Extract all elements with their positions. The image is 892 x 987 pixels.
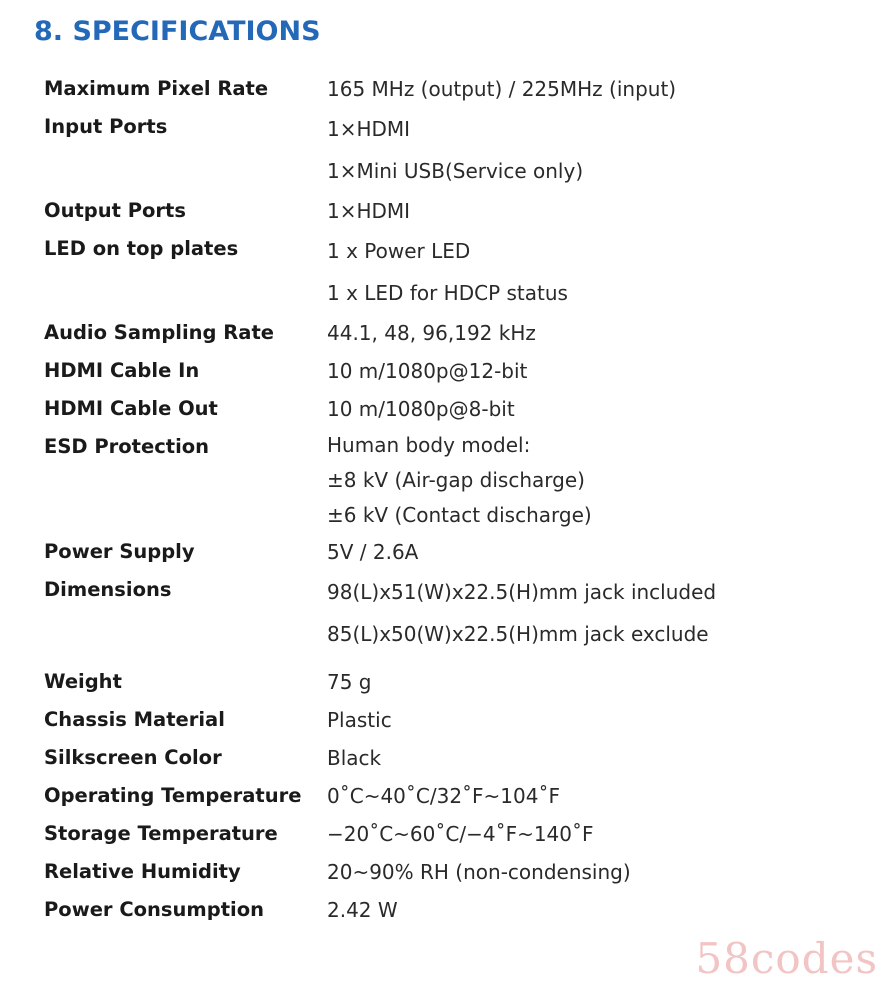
spec-row-silkscreen-color bbox=[44, 739, 864, 777]
spec-label: Silkscreen Color bbox=[44, 746, 222, 769]
spec-label: Weight bbox=[44, 670, 122, 693]
spec-row-weight bbox=[44, 663, 864, 701]
spec-values bbox=[327, 701, 864, 739]
spec-value: 165 MHz (output) / 225MHz (input) bbox=[327, 77, 677, 101]
spec-row-storage-temperature bbox=[44, 815, 864, 853]
spec-label: HDMI Cable In bbox=[44, 359, 200, 382]
spec-value: 1×Mini USB(Service only) bbox=[327, 159, 584, 183]
spec-label: Power Supply bbox=[44, 540, 195, 563]
spec-values bbox=[327, 70, 864, 108]
spec-label: Storage Temperature bbox=[44, 822, 278, 845]
spec-row-hdmi-cable-in bbox=[44, 352, 864, 390]
spec-row-operating-temperature bbox=[44, 777, 864, 815]
spec-values bbox=[327, 739, 864, 777]
spec-values bbox=[327, 108, 864, 192]
spec-row-input-ports bbox=[44, 108, 864, 192]
spec-values bbox=[327, 533, 864, 571]
spec-label: Relative Humidity bbox=[44, 860, 241, 883]
spec-values bbox=[327, 230, 864, 314]
spec-row-chassis-material bbox=[44, 701, 864, 739]
spec-label: Dimensions bbox=[44, 578, 172, 601]
spec-value: 44.1, 48, 96,192 kHz bbox=[327, 321, 536, 345]
spec-label: Input Ports bbox=[44, 115, 168, 138]
spec-values bbox=[327, 663, 864, 701]
spec-value: ±6 kV (Contact discharge) bbox=[327, 503, 592, 527]
spec-value: Plastic bbox=[327, 708, 392, 732]
spec-values bbox=[327, 571, 864, 655]
spec-row-output-ports bbox=[44, 192, 864, 230]
spec-row-maximum-pixel-rate bbox=[44, 70, 864, 108]
spec-values bbox=[327, 390, 864, 428]
spec-value: 10 m/1080p@8-bit bbox=[327, 397, 515, 421]
spec-label: HDMI Cable Out bbox=[44, 397, 218, 420]
spec-values bbox=[327, 891, 864, 929]
spec-values bbox=[327, 428, 864, 533]
spec-value: 75 g bbox=[327, 670, 372, 694]
spec-value: 20~90% RH (non-condensing) bbox=[327, 860, 631, 884]
spec-value: Human body model: bbox=[327, 433, 531, 457]
spec-value: ±8 kV (Air-gap discharge) bbox=[327, 468, 585, 492]
spec-value: 10 m/1080p@12-bit bbox=[327, 359, 528, 383]
spec-value: 1×HDMI bbox=[327, 199, 411, 223]
spec-label: LED on top plates bbox=[44, 237, 239, 260]
spec-values bbox=[327, 352, 864, 390]
spec-row-power-consumption bbox=[44, 891, 864, 929]
spec-values bbox=[327, 777, 864, 815]
spec-values bbox=[327, 815, 864, 853]
spec-row-hdmi-cable-out bbox=[44, 390, 864, 428]
spec-value: 85(L)x50(W)x22.5(H)mm jack exclude bbox=[327, 622, 709, 646]
spec-label: Chassis Material bbox=[44, 708, 225, 731]
spec-label: ESD Protection bbox=[44, 435, 210, 458]
spec-label: Audio Sampling Rate bbox=[44, 321, 275, 344]
spec-row-audio-sampling-rate bbox=[44, 314, 864, 352]
spec-values bbox=[327, 314, 864, 352]
watermark: 58codes bbox=[695, 934, 878, 983]
spec-value: 2.42 W bbox=[327, 898, 398, 922]
section-title: 8. SPECIFICATIONS bbox=[34, 16, 321, 47]
spec-value: 1 x LED for HDCP status bbox=[327, 281, 568, 305]
spec-value: 1 x Power LED bbox=[327, 239, 471, 263]
spec-value: 0˚C~40˚C/32˚F~104˚F bbox=[327, 784, 560, 808]
spec-label: Operating Temperature bbox=[44, 784, 302, 807]
spec-label: Power Consumption bbox=[44, 898, 264, 921]
spec-row-power-supply bbox=[44, 533, 864, 571]
spec-value: 5V / 2.6A bbox=[327, 540, 419, 564]
spec-row-esd-protection bbox=[44, 428, 864, 533]
spec-value: 1×HDMI bbox=[327, 117, 411, 141]
spec-label: Output Ports bbox=[44, 199, 186, 222]
spec-value: −20˚C~60˚C/−4˚F~140˚F bbox=[327, 822, 594, 846]
spec-row-relative-humidity bbox=[44, 853, 864, 891]
spec-label: Maximum Pixel Rate bbox=[44, 77, 269, 100]
spec-value: 98(L)x51(W)x22.5(H)mm jack included bbox=[327, 580, 717, 604]
spec-values bbox=[327, 853, 864, 891]
spec-row-led-on-top-plates bbox=[44, 230, 864, 314]
spec-values bbox=[327, 192, 864, 230]
spec-value: Black bbox=[327, 746, 382, 770]
specifications-table bbox=[44, 70, 864, 929]
spec-row-dimensions bbox=[44, 571, 864, 655]
